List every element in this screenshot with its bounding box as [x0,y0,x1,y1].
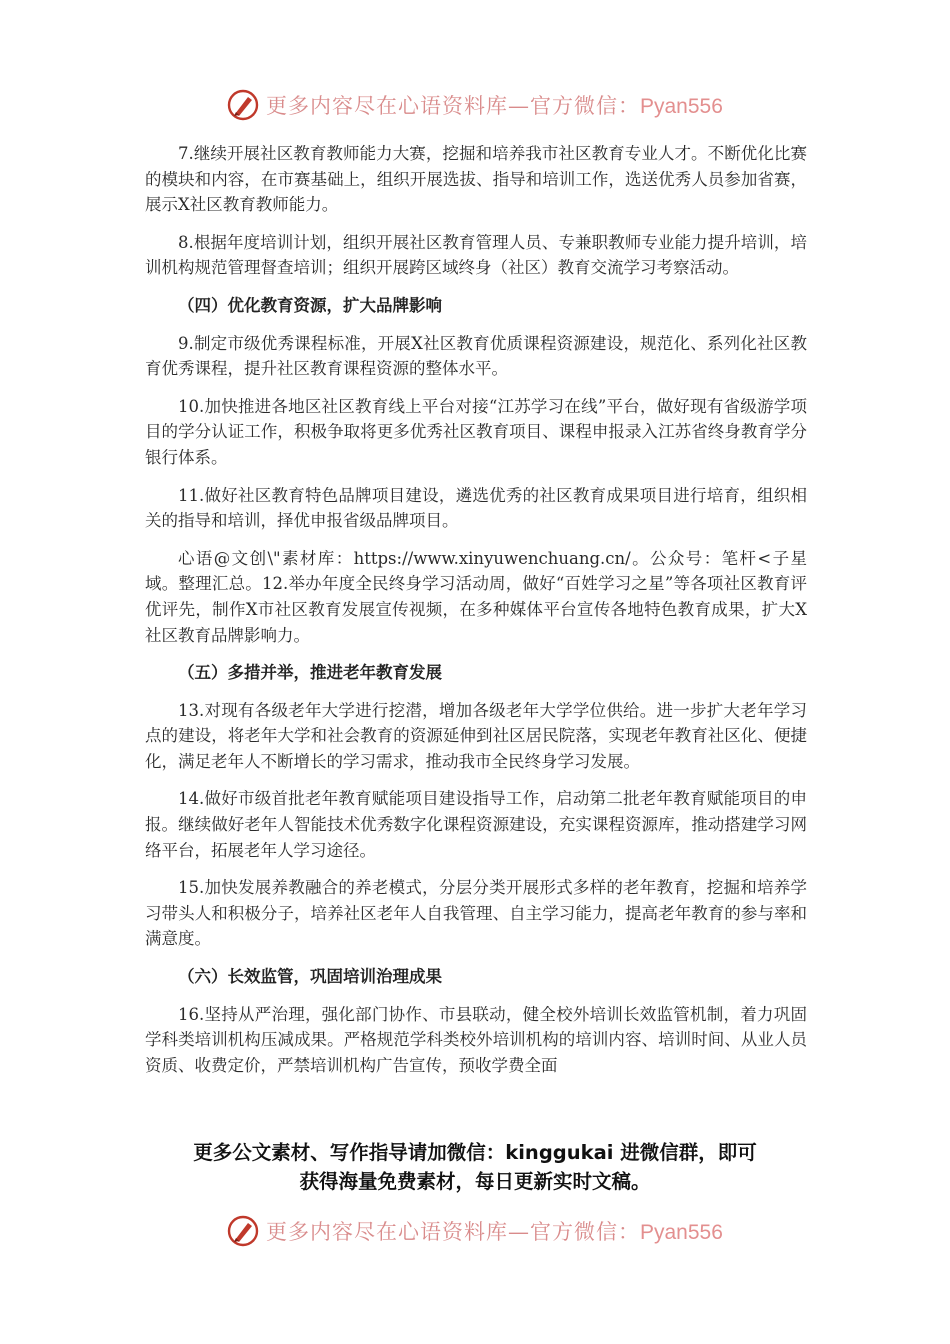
paragraph: 16.坚持从严治理，强化部门协作、市县联动，健全校外培训长效监管机制，着力巩固学科类培训机构压减成果。严格规范学科类校外培训机构的培训内容、培训时间、从业人员资质、收费定价，严禁培训机构广告宣传，预收学费全面 [145,1004,807,1075]
banner-wechat-id: Pyan556 [640,95,723,118]
promo-line: 获得海量免费素材，每日更新实时文稿。 [299,1170,651,1193]
footer-banner [0,1208,950,1252]
banner-text: 更多内容尽在心语资料库—官方微信：Pyan556 [266,94,723,118]
document-body [145,141,807,1090]
pen-logo-icon [226,88,260,122]
promo-line: 更多公文素材、写作指导请加微信：kinggukai 进微信群，即可 [193,1141,757,1164]
section-heading: （六）长效监管，巩固培训治理成果 [178,967,442,987]
paragraph: 10.加快推进各地区社区教育线上平台对接“江苏学习在线”平台，做好现有省级游学项目的学分认证工作，积极争取将更多优秀社区教育项目、课程申报录入江苏省终身教育学分银行体系。 [145,396,807,467]
paragraph: 9.制定市级优秀课程标准，开展X社区教育优质课程资源建设，规范化、系列化社区教育优秀课程，提升社区教育课程资源的整体水平。 [145,333,807,379]
paragraph: 14.做好市级首批老年教育赋能项目建设指导工作，启动第二批老年教育赋能项目的申报。继续做好老年人智能技术优秀数字化课程资源建设，充实课程资源库，推动搭建学习网络平台，拓展老年人学习途径。 [145,789,807,860]
banner-wechat-id: Pyan556 [640,1221,723,1244]
paragraph: 15.加快发展养教融合的养老模式，分层分类开展形式多样的老年教育，挖掘和培养学习带头人和积极分子，培养社区老年人自我管理、自主学习能力，提高老年教育的参与率和满意度。 [145,878,807,949]
paragraph: 11.做好社区教育特色品牌项目建设，遴选优秀的社区教育成果项目进行培育，组织相关的指导和培训，择优申报省级品牌项目。 [145,485,807,531]
paragraph: 心语@文创\"素材库：https://www.xinyuwenchuang.cn/。公众号：笔杆<子星域。整理汇总。12.举办年度全民终身学习活动周，做好“百姓学习之星”等各项社区教育评优评先，制作X市社区教育发展宣传视频，在多种媒体平台宣传各地特色教育成果，扩大X社区教育品牌影响力。 [145,548,807,645]
promo-notice [0,1138,950,1196]
pen-logo-icon [226,1214,260,1248]
paragraph: 8.根据年度培训计划，组织开展社区教育管理人员、专兼职教师专业能力提升培训，培训机构规范管理督查培训；组织开展跨区域终身（社区）教育交流学习考察活动。 [145,232,807,278]
paragraph: 7.继续开展社区教育教师能力大赛，挖掘和培养我市社区教育专业人才。不断优化比赛的模块和内容，在市赛基础上，组织开展选拔、指导和培训工作，选送优秀人员参加省赛，展示X社区教育教师能力。 [145,144,807,215]
section-heading: （五）多措并举，推进老年教育发展 [178,663,442,683]
section-heading: （四）优化教育资源，扩大品牌影响 [178,295,442,315]
paragraph: 13.对现有各级老年大学进行挖潜，增加各级老年大学学位供给。进一步扩大老年学习点的建设，将老年大学和社会教育的资源延伸到社区居民院落，实现老年教育社区化、便捷化，满足老年人不断增长的学习需求，推动我市全民终身学习发展。 [145,700,807,771]
banner-text: 更多内容尽在心语资料库—官方微信：Pyan556 [266,1220,723,1244]
header-banner [0,82,950,126]
